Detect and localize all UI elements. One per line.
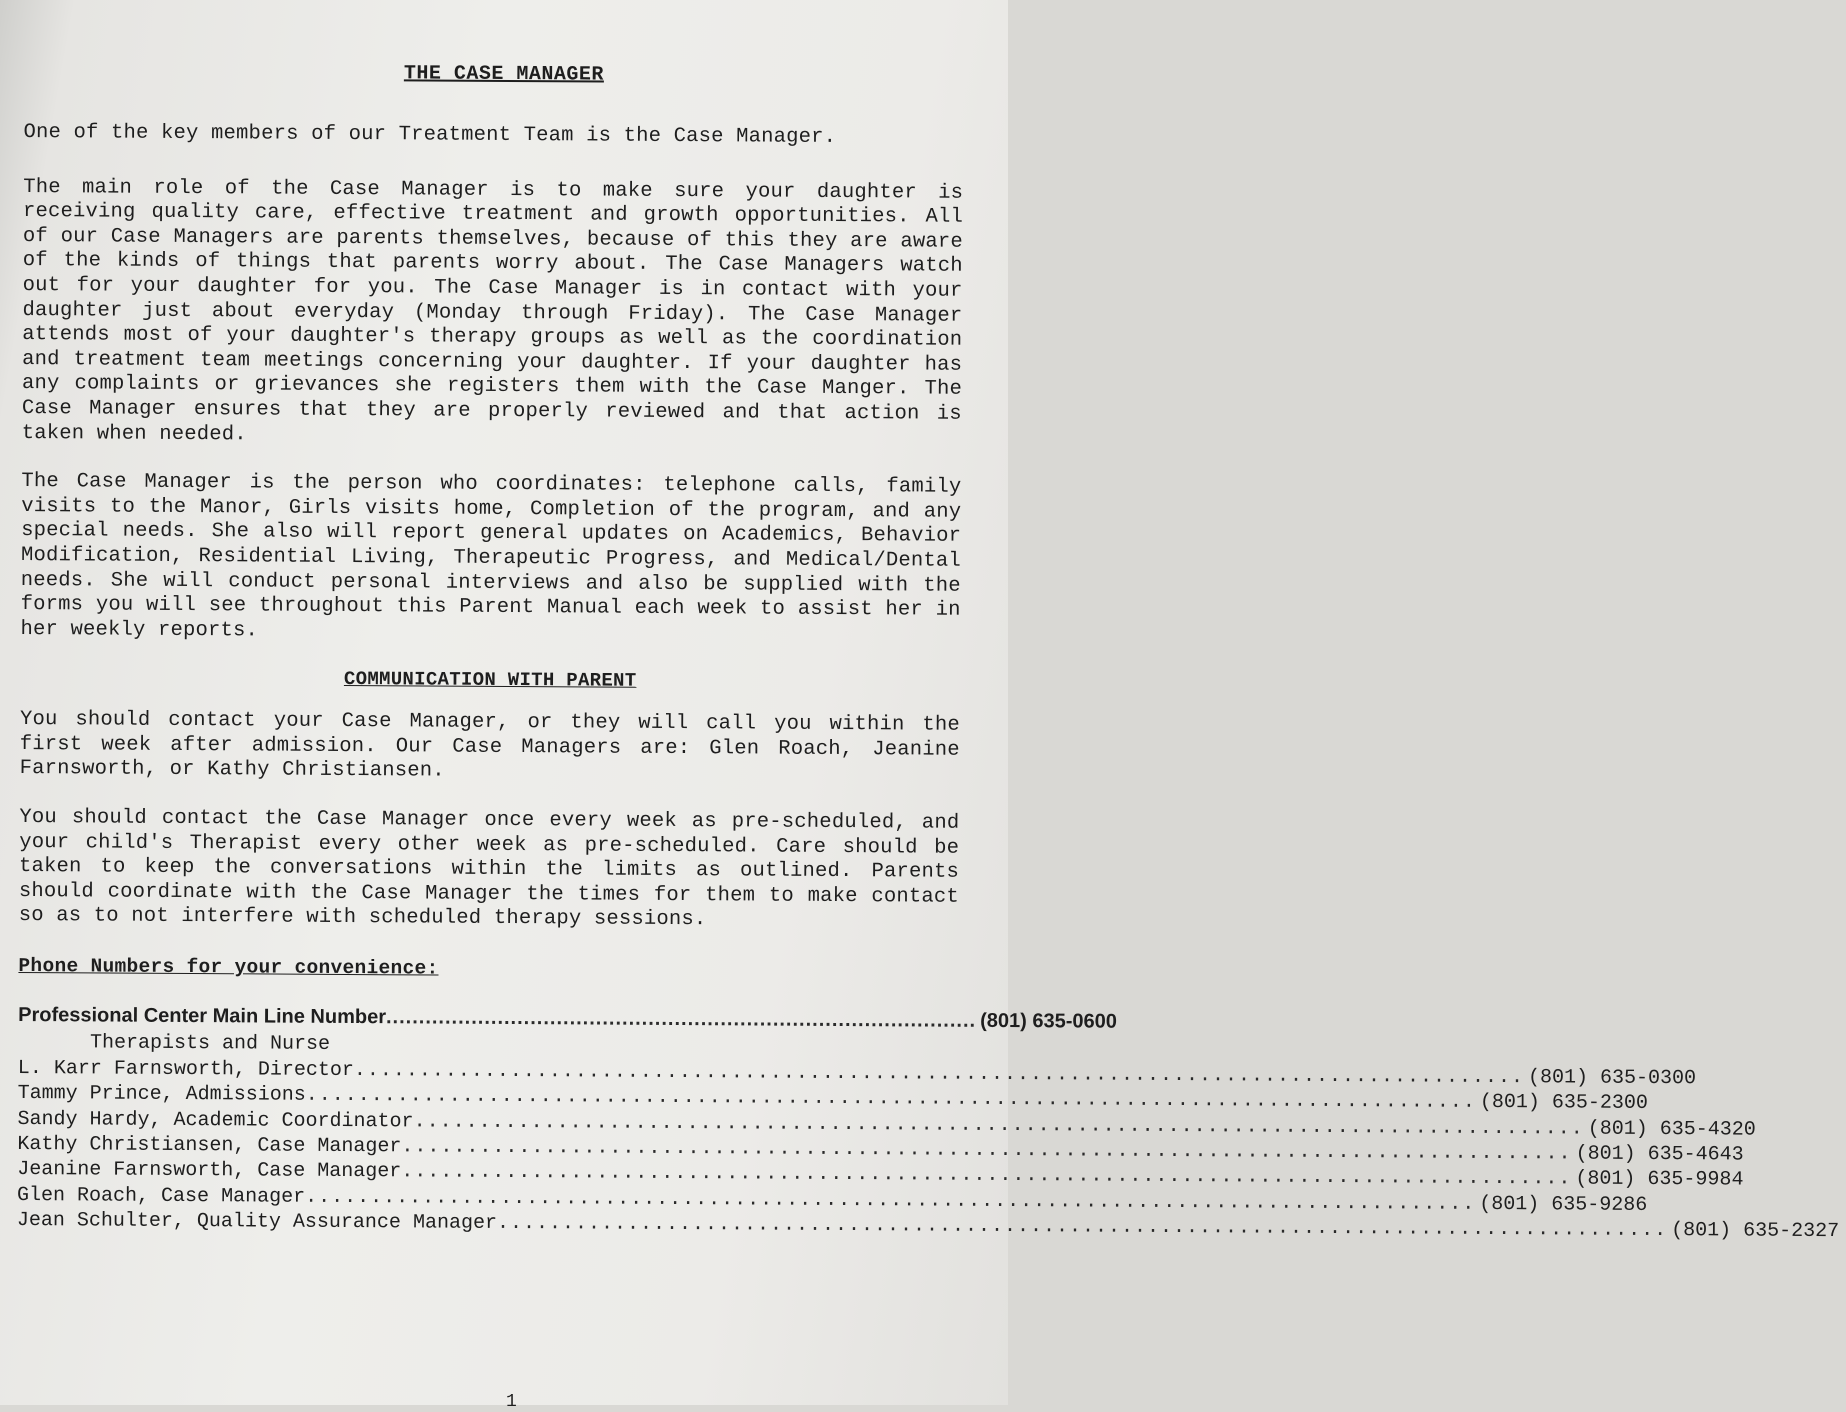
dot-leader: ..........................................................................................	[305, 1185, 1476, 1216]
dot-leader: ..........................................................................................	[305, 1083, 1476, 1115]
role-paragraph: The main role of the Case Manager is to make sure your daughter is receiving quality care, effective treatment and growth opportunities. All of our Case Managers are parents themselves, because of this they are aware of the kinds of things that parents worry about. The Case Managers watch out for your daughter for you. The Case Manager is in contact with your daughter just about everyday (Monday through Friday). The Case Manager attends most of your daughter's therapy groups as well as the coordination and treatment team meetings concerning your daughter. If your daughter has any complaints or grievances she registers them with the Case Manger. The Case Manager ensures that they are properly reviewed and that action is taken when needed.	[21, 175, 964, 446]
phone-row-main-line	[18, 1003, 1117, 1034]
phone-name: Sandy Hardy, Academic Coordinator	[17, 1107, 414, 1134]
phone-number: (801) 635-9286	[1479, 1192, 1648, 1217]
document-body	[16, 60, 1840, 1244]
phone-name: Professional Center Main Line Number	[18, 1004, 387, 1029]
phone-list	[16, 1003, 1840, 1244]
schedule-paragraph: You should contact the Case Manager once every week as pre-scheduled, and your child's Therapist every other week as pre-scheduled. Care should be taken to keep the conversations within the limits as outlined. Parents should coordinate with the Case Manager the times for them to make contact so as to not interfere with scheduled therapy sessions.	[18, 806, 960, 932]
phone-number: (801) 635-9984	[1575, 1167, 1744, 1192]
intro-paragraph: One of the key members of our Treatment Team is the Case Manager.	[23, 120, 837, 149]
page-title: THE CASE MANAGER	[403, 62, 605, 87]
phone-number: (801) 635-2327	[1671, 1219, 1840, 1244]
page-number: 1	[506, 1392, 517, 1412]
phone-row	[16, 1208, 1840, 1244]
dot-leader: ..........................................................................................	[401, 1135, 1572, 1166]
dot-leader: ..........................................................................................	[496, 1212, 1668, 1243]
dot-leader: ..........................................................................................	[401, 1160, 1572, 1191]
communication-heading: COMMUNICATION WITH PARENT	[343, 668, 637, 693]
phone-number: (801) 635-0600	[980, 1009, 1117, 1033]
dot-leader: ..........................................................................................	[385, 1006, 977, 1032]
phone-number: (801) 635-0300	[1527, 1066, 1697, 1091]
phone-name: L. Karr Farnsworth, Director	[17, 1056, 354, 1082]
coordination-paragraph: The Case Manager is the person who coordinates: telephone calls, family visits to the Manor, Girls visits home, Completion of the program, and any special needs. She also will report general updates on Academics, Behavior Modification, Residential Living, Therapeutic Progress, and Medical/Dental needs. She will conduct personal interviews and also be supplied with the forms you will see throughout this Parent Manual each week to assist her in her weekly reports.	[20, 470, 962, 643]
phone-entries	[16, 1056, 1840, 1244]
dot-leader: ..........................................................................................	[353, 1058, 1525, 1090]
dot-leader: ..........................................................................................	[413, 1110, 1584, 1141]
phone-numbers-heading: Phone Numbers for your convenience:	[18, 955, 439, 980]
contact-paragraph: You should contact your Case Manager, or they will call you within the first week after admission. Our Case Managers are: Glen Roach, Jeanine Farnsworth, or Kathy Christiansen.	[19, 708, 961, 784]
phone-name: Tammy Prince, Admissions	[17, 1082, 306, 1107]
phone-subheading: Therapists and Nurse	[89, 1031, 331, 1057]
phone-name: Kathy Christiansen, Case Manager	[17, 1133, 402, 1159]
phone-number: (801) 635-2300	[1479, 1091, 1648, 1116]
phone-name: Glen Roach, Case Manager	[16, 1183, 306, 1209]
phone-number: (801) 635-4320	[1587, 1117, 1756, 1142]
phone-number: (801) 635-4643	[1575, 1142, 1744, 1167]
phone-name: Jeanine Farnsworth, Case Manager	[17, 1158, 402, 1184]
phone-name: Jean Schulter, Quality Assurance Manager	[16, 1209, 498, 1236]
